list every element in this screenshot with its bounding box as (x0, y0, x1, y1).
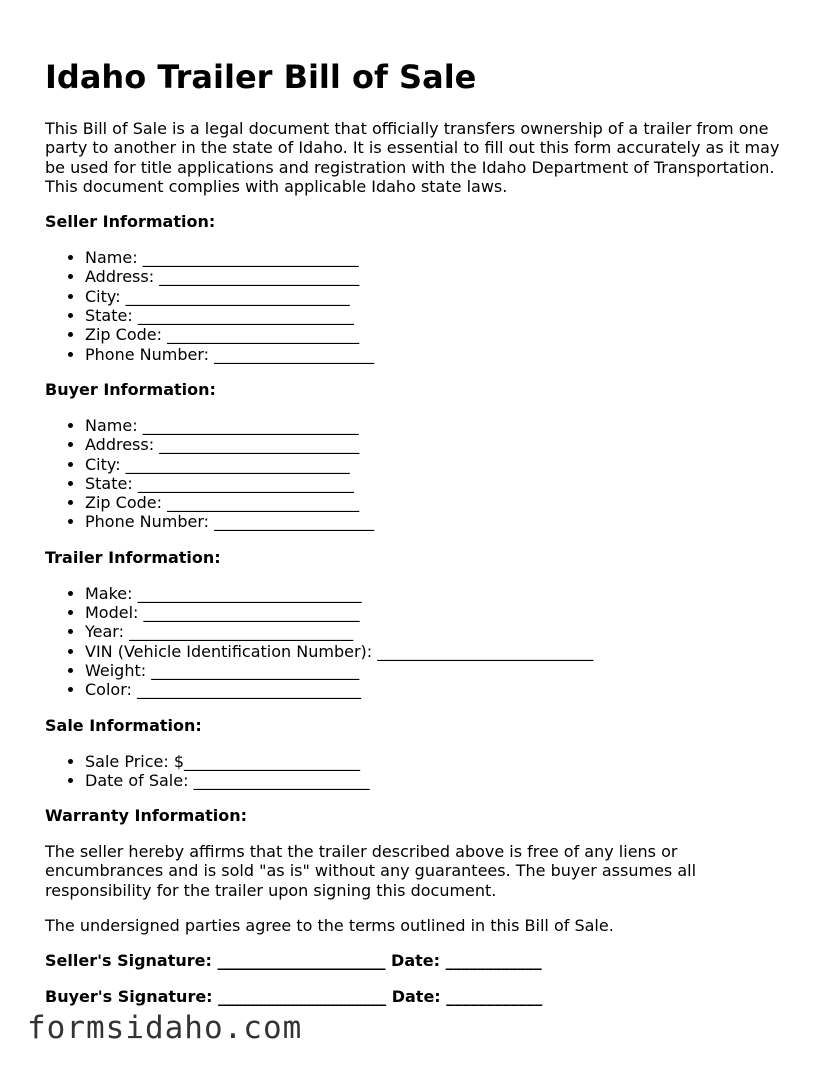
seller-city-field[interactable]: • City: ____________________________ (85, 287, 785, 306)
seller-signature-text: Seller's Signature: _____________________ Date: ____________ (45, 951, 542, 971)
trailer-vin-field[interactable]: • VIN (Vehicle Identification Number): ___________________________ (85, 642, 785, 661)
buyer-signature-text: Buyer's Signature: _____________________ Date: ____________ (45, 987, 543, 1007)
buyer-heading: Buyer Information: (45, 379, 216, 399)
seller-signature-line[interactable] (45, 951, 785, 971)
seller-zip-field[interactable]: • Zip Code: ________________________ (85, 325, 785, 344)
trailer-heading: Trailer Information: (45, 547, 221, 567)
trailer-model-field[interactable]: • Model: ___________________________ (85, 603, 785, 622)
trailer-color-field[interactable]: • Color: ____________________________ (85, 680, 785, 699)
agreement-paragraph: The undersigned parties agree to the terms outlined in this Bill of Sale. (45, 916, 614, 936)
page-title: Idaho Trailer Bill of Sale (45, 58, 477, 96)
sale-date-field[interactable]: • Date of Sale: ______________________ (85, 771, 785, 790)
buyer-city-field[interactable]: • City: ____________________________ (85, 455, 785, 474)
watermark-text: formsidaho.com (27, 1010, 303, 1046)
seller-address-field[interactable]: • Address: _________________________ (85, 267, 785, 286)
buyer-phone-field[interactable]: • Phone Number: ____________________ (85, 512, 785, 531)
warranty-heading: Warranty Information: (45, 806, 248, 826)
buyer-list (45, 416, 785, 532)
trailer-weight-field[interactable]: • Weight: __________________________ (85, 661, 785, 680)
seller-state-field[interactable]: • State: ___________________________ (85, 306, 785, 325)
buyer-name-field[interactable]: • Name: ___________________________ (85, 416, 785, 435)
intro-paragraph: This Bill of Sale is a legal document that officially transfers ownership of a trailer from one party to another in the state of Idaho. It is essential to fill out this form accurately as it may be used for title applications and registration with the Idaho Department of Transportation. This document complies with applicable Idaho state laws. (45, 119, 780, 196)
seller-name-field[interactable]: • Name: ___________________________ (85, 248, 785, 267)
seller-phone-field[interactable]: • Phone Number: ____________________ (85, 345, 785, 364)
buyer-address-field[interactable]: • Address: _________________________ (85, 435, 785, 454)
sale-list (45, 752, 785, 791)
sale-heading: Sale Information: (45, 715, 202, 735)
trailer-make-field[interactable]: • Make: ____________________________ (85, 584, 785, 603)
buyer-signature-line[interactable] (45, 987, 785, 1007)
sale-price-field[interactable]: • Sale Price: $______________________ (85, 752, 785, 771)
buyer-zip-field[interactable]: • Zip Code: ________________________ (85, 493, 785, 512)
seller-heading: Seller Information: (45, 212, 216, 232)
trailer-year-field[interactable]: • Year: ____________________________ (85, 622, 785, 641)
warranty-paragraph: The seller hereby affirms that the trailer described above is free of any liens or encumbrances and is sold "as is" without any guarantees. The buyer assumes all responsibility for the trailer upon signing this document. (45, 842, 697, 900)
document-page (45, 55, 785, 1007)
seller-list (45, 248, 785, 364)
trailer-list (45, 584, 785, 700)
buyer-state-field[interactable]: • State: ___________________________ (85, 474, 785, 493)
